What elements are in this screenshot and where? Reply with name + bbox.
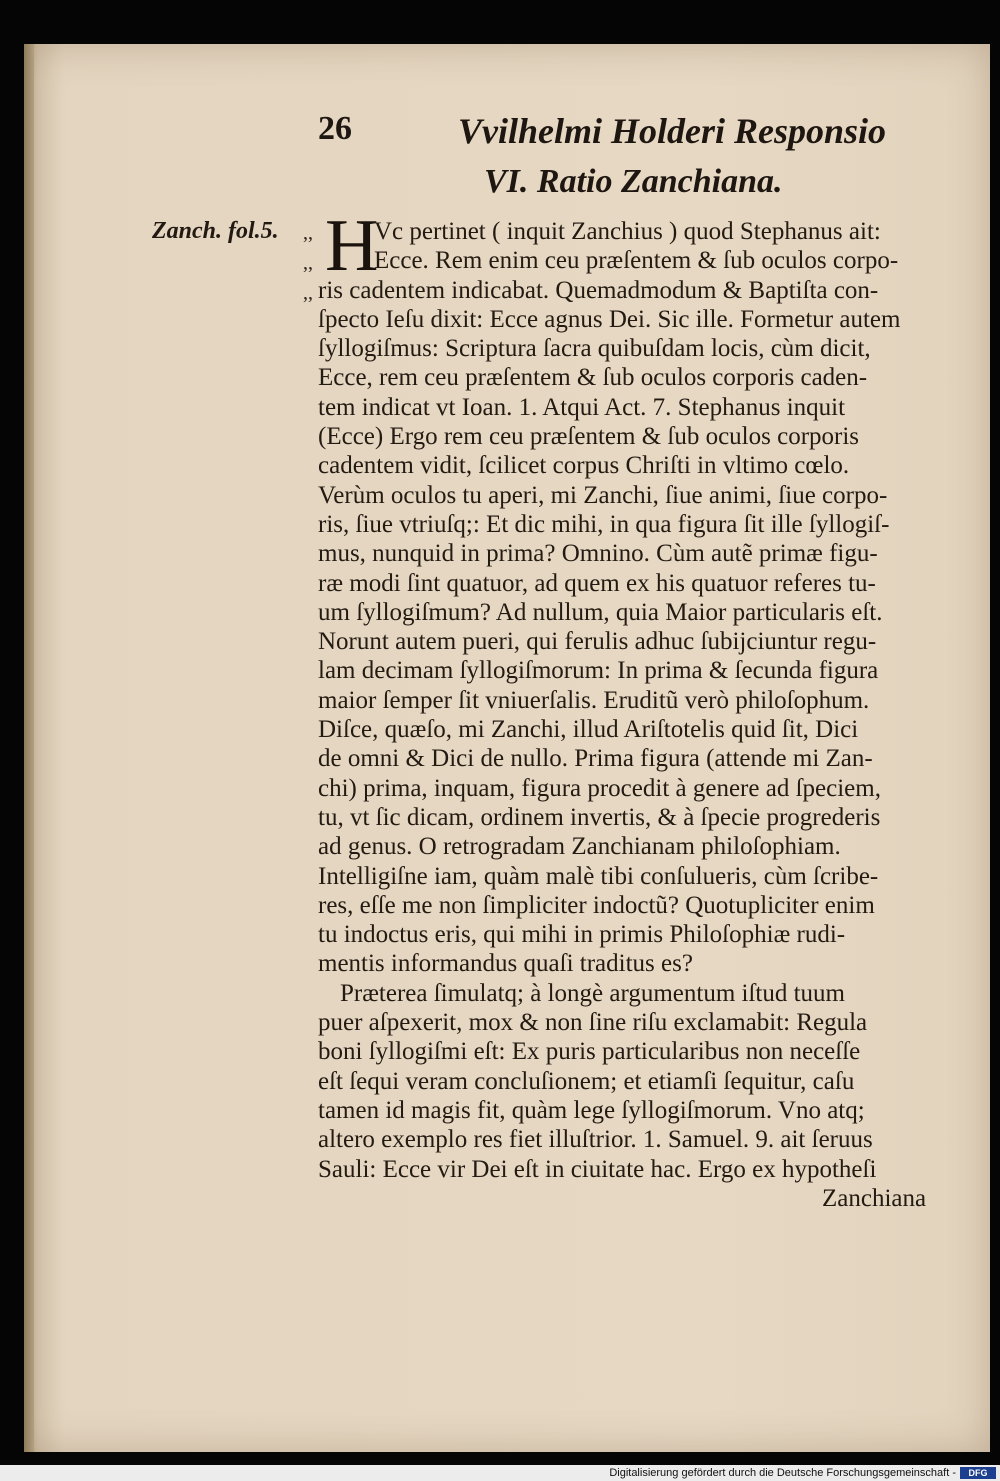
page-gutter-edge bbox=[24, 44, 34, 1452]
text-line: de omni & Dici de nullo. Prima figura (attende mi Zan- bbox=[318, 745, 873, 773]
text-line: ris cadentem indicabat. Quemadmodum & Baptiſta con- bbox=[318, 276, 879, 304]
margin-note: Zanch. fol.5. bbox=[152, 218, 279, 244]
page-number: 26 bbox=[318, 110, 352, 147]
text-line: Intelligiſne iam, quàm malè tibi conſulueris, cùm ſcribe- bbox=[318, 862, 879, 890]
quote-mark: ,, bbox=[303, 222, 313, 244]
text-line: Ecce. Rem enim ceu præſentem & ſub oculos corpo- bbox=[374, 247, 899, 275]
text-line: Vc pertinet ( inquit Zanchius ) quod Stephanus ait: bbox=[374, 218, 881, 245]
text-line: ad genus. O retrogradam Zanchianam philoſophiam. bbox=[318, 833, 841, 861]
text-line: ſyllogiſmus: Scriptura ſacra quibuſdam locis, cùm dicit, bbox=[318, 335, 871, 363]
text-line: mus, nunquid in prima? Omnino. Cùm autẽ primæ figu- bbox=[318, 540, 878, 568]
running-head: Vvilhelmi Holderi Responsio bbox=[458, 111, 887, 151]
quotation-marks bbox=[303, 218, 313, 308]
text-line: ris, ſiue vtriuſq;: Et dic mihi, in qua figura ſit ille ſyllogiſ- bbox=[318, 510, 890, 538]
text-line: cadentem vidit, ſcilicet corpus Chriſti in vltimo cœlo. bbox=[318, 452, 850, 480]
text-line: tu, vt ſic dicam, ordinem invertis, & à ſpecie progrederis bbox=[318, 803, 881, 831]
text-line: maior ſemper ſit vniuerſalis. Eruditũ verò philoſophum. bbox=[318, 686, 870, 714]
text-line: Norunt autem pueri, qui ferulis adhuc ſubijciuntur regu- bbox=[318, 628, 877, 656]
text-line: (Ecce) Ergo rem ceu præſentem & ſub oculos corporis bbox=[318, 423, 860, 451]
text-line: tamen id magis fit, quàm lege ſyllogiſmorum. Vno atq; bbox=[318, 1096, 865, 1124]
text-line: tu indoctus eris, qui mihi in primis Philoſophiæ rudi- bbox=[318, 921, 846, 949]
digitization-credit: Digitalisierung gefördert durch die Deutsche Forschungsgemeinschaft - bbox=[609, 1467, 956, 1479]
text-line: res, eſſe me non ſimpliciter indoctũ? Quotupliciter enim bbox=[318, 891, 875, 919]
drop-cap: H bbox=[325, 205, 379, 287]
text-line: Verùm oculos tu aperi, mi Zanchi, ſiue animi, ſiue corpo- bbox=[318, 481, 888, 509]
text-line: mentis informandus quaſi traditus es? bbox=[318, 950, 693, 978]
body-text bbox=[318, 217, 958, 1213]
text-line: chi) prima, inquam, figura procedit à genere ad ſpeciem, bbox=[318, 774, 881, 802]
text-line: Sauli: Ecce vir Dei eſt in ciuitate hac. Ergo ex hypotheſi bbox=[318, 1155, 877, 1183]
page-header bbox=[318, 110, 887, 160]
text-line: lam decimam ſyllogiſmorum: In prima & ſecunda figura bbox=[318, 657, 879, 685]
text-line: boni ſyllogiſmi eſt: Ex puris particularibus non neceſſe bbox=[318, 1038, 861, 1066]
text-line: um ſyllogiſmum? Ad nullum, quia Maior particularis eſt. bbox=[318, 598, 883, 626]
quote-mark: ,, bbox=[303, 282, 313, 304]
section-title: VI. Ratio Zanchiana. bbox=[484, 163, 783, 200]
text-line: Ecce, rem ceu præſentem & ſub oculos corporis caden- bbox=[318, 364, 868, 392]
text-line: ræ modi ſint quatuor, ad quem ex his quatuor referes tu- bbox=[318, 569, 876, 597]
text-line: Diſce, quæſo, mi Zanchi, illud Ariſtotelis quid ſit, Dici bbox=[318, 716, 859, 744]
text-line: altero exemplo res fiet illuſtrior. 1. Samuel. 9. ait ſeruus bbox=[318, 1126, 873, 1154]
catchword: Zanchiana bbox=[822, 1184, 927, 1212]
dfg-logo: DFG bbox=[960, 1467, 996, 1479]
footer-bar bbox=[0, 1465, 1000, 1481]
text-line: ſpecto Ieſu dixit: Ecce agnus Dei. Sic ille. Formetur autem bbox=[318, 305, 901, 333]
text-line: tem indicat vt Ioan. 1. Atqui Act. 7. Stephanus inquit bbox=[318, 393, 846, 421]
text-line: puer aſpexerit, mox & non ſine riſu exclamabit: Regula bbox=[318, 1009, 868, 1037]
text-line: eſt ſequi veram concluſionem; et etiamſi ſequitur, caſu bbox=[318, 1067, 855, 1095]
text-line: Præterea ſimulatq; à longè argumentum iſtud tuum bbox=[340, 979, 846, 1007]
quote-mark: ,, bbox=[303, 252, 313, 274]
